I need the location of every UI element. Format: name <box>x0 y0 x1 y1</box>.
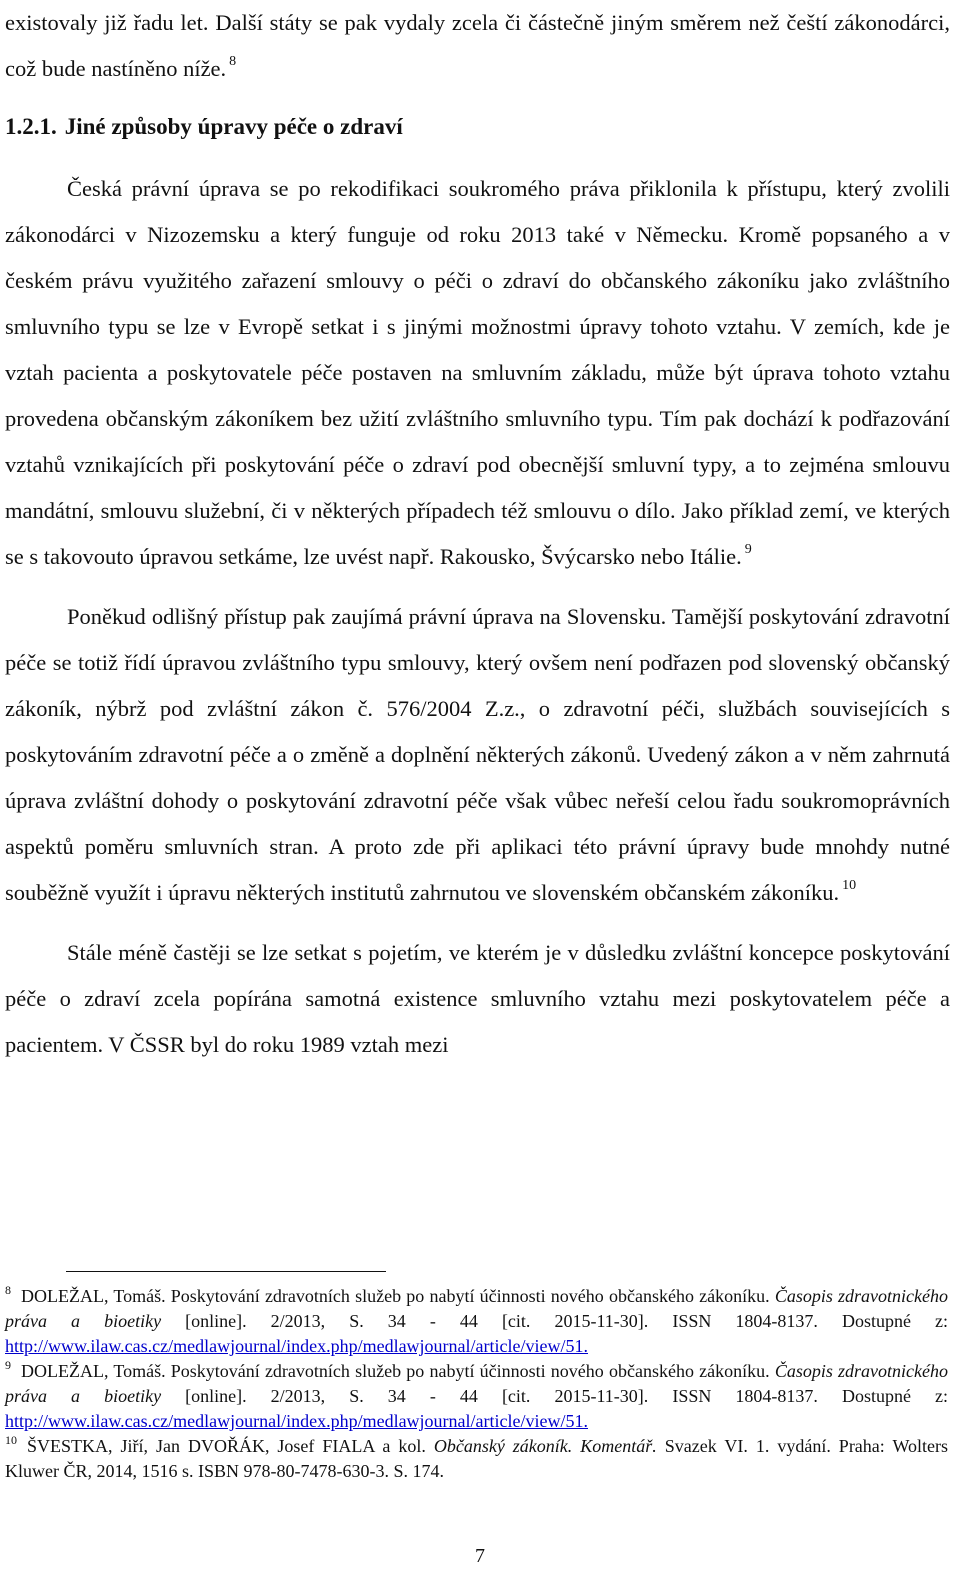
footnote-link[interactable]: http://www.ilaw.cas.cz/medlawjournal/index.php/medlawjournal/article/view/51. <box>5 1411 588 1431</box>
footnote-book-title: Občanský zákoník. Komentář. <box>433 1436 657 1456</box>
paragraph-2-text: Poněkud odlišný přístup pak zaujímá právní úprava na Slovensku. Tamější poskytování zdravotní péče se totiž řídí úpravou zvláštního typu smlouvy, který ovšem není podřazen pod slovenský občanský zákoník, nýbrž pod zvláštní zákon č. 576/2004 Z.z., o zdravotní péči, službách souvisejících s poskytováním zdravotní péče a o změně a doplnění některých zákonů. Uvedený zákon a v něm zahrnutá úprava zvláštní dohody o poskytování zdravotní péče však vůbec neřeší celou řadu soukromoprávních aspektů poměru smluvních stran. A proto zde při aplikaci této právní úpravy bude mnohdy nutné souběžně využít i úpravu některých institutů zahrnutou ve slovenském občanském zákoníku. <box>5 604 950 905</box>
footnotes <box>5 1284 948 1484</box>
footnote-text: DOLEŽAL, Tomáš. Poskytování zdravotních služeb po nabytí účinnosti nového občanského zákoníku. <box>21 1286 775 1306</box>
section-number: 1.2.1. <box>5 114 57 139</box>
footnote-mark: 10 <box>5 1433 17 1447</box>
intro-paragraph <box>5 0 950 92</box>
intro-text: existovaly již řadu let. Další státy se pak vydaly zcela či částečně jiným směrem než čeští zákonodárci, což bude nastíněno níže. <box>5 10 950 81</box>
page-number: 7 <box>475 1545 485 1567</box>
footnote-ref-8[interactable]: 8 <box>229 54 237 69</box>
footnote-link[interactable]: http://www.ilaw.cas.cz/medlawjournal/index.php/medlawjournal/article/view/51. <box>5 1336 588 1356</box>
footnote-8 <box>5 1284 948 1359</box>
footnote-text-after: Svazek VI. 1. vydání. Praha: Wolters Kluwer ČR, 2014, 1516 s. ISBN 978-80-7478-630-3. S. 174. <box>5 1436 948 1481</box>
paragraph-3 <box>5 930 950 1068</box>
footnote-journal: Časopis zdravotnického práva a bioetiky <box>5 1361 948 1406</box>
footnote-ref-9[interactable]: 9 <box>744 542 752 557</box>
footnote-text-after: [online]. 2/2013, S. 34 - 44 [cit. 2015-11-30]. ISSN 1804-8137. Dostupné z: <box>161 1311 948 1331</box>
section-heading <box>5 104 950 150</box>
paragraph-1-text: Česká právní úprava se po rekodifikaci soukromého práva přiklonila k přístupu, který zvolili zákonodárci v Nizozemsku a který funguje od roku 2013 také v Německu. Kromě popsaného a v českém právu využitého zařazení smlouvy o péči o zdraví do občanského zákoníku jako zvláštního smluvního typu se lze v Evropě setkat i s jinými možnostmi úpravy tohoto vztahu. V zemích, kde je vztah pacienta a poskytovatele péče postaven na smluvním základu, může být úprava tohoto vztahu provedena občanským zákoníkem bez užití zvláštního smluvního typu. Tím pak dochází k podřazování vztahů vznikajících při poskytování péče o zdraví pod obecnější smluvní typy, a to zejména smlouvu mandátní, smlouvu služební, či v některých případech též smlouvu o dílo. Jako příklad zemí, ve kterých se s takovouto úpravou setkáme, lze uvést např. Rakousko, Švýcarsko nebo Itálie. <box>5 176 950 569</box>
footnote-mark: 9 <box>5 1358 11 1372</box>
footnote-journal: Časopis zdravotnického práva a bioetiky <box>5 1286 948 1331</box>
footnote-text-after: [online]. 2/2013, S. 34 - 44 [cit. 2015-11-30]. ISSN 1804-8137. Dostupné z: <box>161 1386 948 1406</box>
footnote-text: ŠVESTKA, Jiří, Jan DVOŘÁK, Josef FIALA a kol. <box>27 1436 434 1456</box>
footnote-separator <box>66 1271 386 1272</box>
section-title: Jiné způsoby úpravy péče o zdraví <box>64 114 403 139</box>
paragraph-3-text: Stále méně častěji se lze setkat s pojetím, ve kterém je v důsledku zvláštní koncepce poskytování péče o zdraví zcela popírána samotná existence smluvního vztahu mezi poskytovatelem péče a pacientem. V ČSSR byl do roku 1989 vztah mezi <box>5 940 950 1057</box>
paragraph-1 <box>5 166 950 580</box>
footnote-9 <box>5 1359 948 1434</box>
footnote-text: DOLEŽAL, Tomáš. Poskytování zdravotních služeb po nabytí účinnosti nového občanského zákoníku. <box>21 1361 775 1381</box>
footnote-10 <box>5 1434 948 1484</box>
footnote-ref-10[interactable]: 10 <box>842 878 857 893</box>
paragraph-2 <box>5 594 950 916</box>
document-page <box>5 0 950 1068</box>
footnote-mark: 8 <box>5 1283 11 1297</box>
